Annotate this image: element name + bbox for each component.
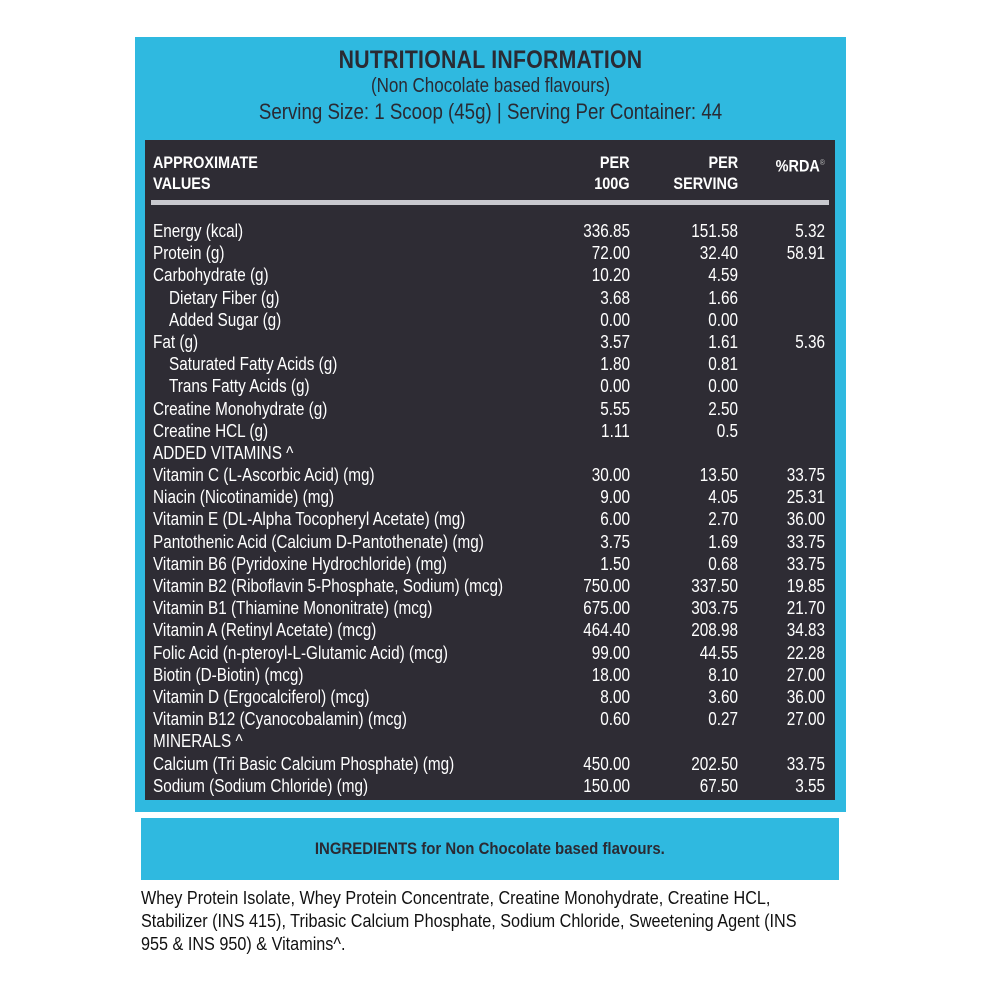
row-per-serving: 2.50: [708, 398, 738, 419]
row-rda: 58.91: [786, 243, 825, 264]
table-row: [145, 486, 835, 508]
row-name: Vitamin D (Ergocalciferol) (mcg): [153, 686, 370, 707]
row-per-100g: 8.00: [600, 686, 630, 707]
table-header: [145, 140, 835, 200]
row-per-100g: 3.68: [600, 287, 630, 308]
row-per-100g: 450.00: [583, 753, 630, 774]
row-name: Calcium (Tri Basic Calcium Phosphate) (mg): [153, 753, 455, 774]
column-header-values: [153, 152, 258, 194]
serving-info: Serving Size: 1 Scoop (45g) | Serving Per Container: 44: [258, 99, 723, 124]
header-divider: [151, 200, 829, 205]
row-per-serving: 32.40: [699, 243, 738, 264]
row-rda: 33.75: [786, 465, 825, 486]
row-per-serving: 151.58: [691, 221, 738, 241]
row-name: Vitamin A (Retinyl Acetate) (mcg): [153, 620, 377, 641]
column-header-per100-line1: PER: [600, 153, 630, 172]
row-per-100g: 150.00: [583, 775, 630, 796]
table-row: [145, 730, 835, 752]
row-per-100g: 0.60: [600, 709, 630, 730]
row-per-100g: 99.00: [591, 642, 630, 663]
row-per-serving: 8.10: [708, 664, 738, 685]
row-rda: 25.31: [786, 487, 825, 508]
table-row: [145, 442, 835, 464]
table-row: [145, 708, 835, 730]
row-name: Energy (kcal): [153, 221, 244, 241]
table-row: [145, 220, 835, 242]
row-per-100g: 5.55: [600, 398, 630, 419]
row-rda: 19.85: [786, 576, 825, 596]
table-row: [145, 398, 835, 420]
row-per-serving: 2.70: [708, 509, 738, 530]
row-per-100g: 6.00: [600, 509, 630, 530]
row-per-100g: 3.75: [600, 531, 630, 552]
column-header-rda: [776, 152, 825, 177]
row-per-serving: 4.05: [708, 487, 738, 508]
row-name: Creatine HCL (g): [153, 420, 269, 441]
row-per-serving: 1.61: [708, 331, 738, 352]
row-per-100g: 18.00: [591, 664, 630, 685]
table-row: [145, 775, 835, 797]
row-per-100g: 336.85: [583, 221, 630, 241]
row-name: Vitamin C (L-Ascorbic Acid) (mg): [153, 465, 375, 486]
column-header-rda-label: %RDA: [775, 156, 820, 176]
row-name: Vitamin E (DL-Alpha Tocopheryl Acetate) (mg): [153, 509, 466, 530]
ingredients-heading: INGREDIENTS for Non Chocolate based flavours.: [315, 839, 665, 858]
row-per-serving: 13.50: [699, 465, 738, 486]
row-rda: 34.83: [786, 620, 825, 641]
row-per-serving: 0.27: [708, 709, 738, 730]
row-per-100g: 464.40: [583, 620, 630, 641]
table-row: [145, 309, 835, 331]
row-per-serving: 3.60: [708, 686, 738, 707]
row-per-100g: 0.00: [600, 309, 630, 330]
row-per-serving: 67.50: [699, 775, 738, 796]
row-per-serving: 0.00: [708, 376, 738, 397]
row-per-100g: 750.00: [583, 576, 630, 596]
table-row: [145, 619, 835, 641]
column-header-values-line1: APPROXIMATE: [153, 153, 258, 172]
column-header-per-100g: [595, 152, 630, 194]
row-per-100g: 30.00: [591, 465, 630, 486]
table-row: [145, 353, 835, 375]
row-name: Fat (g): [153, 331, 199, 352]
column-header-serving-line1: PER: [708, 153, 738, 172]
row-per-100g: 0.00: [600, 376, 630, 397]
row-name: Vitamin B6 (Pyridoxine Hydrochloride) (mg): [153, 553, 447, 574]
row-rda: 21.70: [786, 598, 825, 619]
row-per-100g: 3.57: [600, 331, 630, 352]
row-rda: 33.75: [786, 531, 825, 552]
table-row: [145, 642, 835, 664]
table-row: [145, 464, 835, 486]
table-row: [145, 531, 835, 553]
nutrition-panel: [135, 37, 846, 812]
row-name: MINERALS ^: [153, 731, 243, 752]
row-per-serving: 0.00: [708, 309, 738, 330]
table-row: [145, 420, 835, 442]
row-per-serving: 0.5: [716, 420, 738, 441]
row-per-serving: 4.59: [708, 265, 738, 286]
column-header-per-serving: [673, 152, 738, 194]
row-rda: 22.28: [786, 642, 825, 663]
row-name: Niacin (Nicotinamide) (mg): [153, 487, 335, 508]
row-name: Added Sugar (g): [169, 309, 282, 330]
row-name: Folic Acid (n-pteroyl-L-Glutamic Acid) (mcg): [153, 642, 449, 663]
page-subtitle: (Non Chocolate based flavours): [370, 75, 611, 97]
ingredients-text: Whey Protein Isolate, Whey Protein Concentrate, Creatine Monohydrate, Creatine HCL, Stabilizer (INS 415), Tribasic Calcium Phosphate, Sodium Chloride, Sweetening Agent (INS 955 & INS 950) & Vitamins^.: [141, 888, 797, 954]
row-rda: 3.55: [795, 775, 825, 796]
row-per-100g: 675.00: [583, 598, 630, 619]
row-per-100g: 1.50: [600, 553, 630, 574]
table-row: [145, 664, 835, 686]
column-header-values-line2: VALUES: [153, 174, 211, 193]
row-per-serving: 0.68: [708, 553, 738, 574]
table-row: [145, 242, 835, 264]
row-per-serving: 1.69: [708, 531, 738, 552]
row-per-serving: 202.50: [691, 753, 738, 774]
row-per-100g: 9.00: [600, 487, 630, 508]
row-name: Creatine Monohydrate (g): [153, 398, 328, 419]
row-per-100g: 72.00: [591, 243, 630, 264]
nutrition-table: [145, 140, 835, 800]
row-per-serving: 1.66: [708, 287, 738, 308]
table-body: [145, 220, 835, 797]
table-row: [145, 508, 835, 530]
table-row: [145, 375, 835, 397]
row-rda: 27.00: [786, 709, 825, 730]
column-header-serving-line2: SERVING: [673, 174, 738, 193]
row-rda: 5.36: [795, 331, 825, 352]
row-rda: 36.00: [786, 509, 825, 530]
row-per-100g: 1.80: [600, 354, 630, 375]
row-name: Saturated Fatty Acids (g): [169, 354, 338, 375]
row-name: Biotin (D-Biotin) (mcg): [153, 664, 304, 685]
row-per-serving: 303.75: [691, 598, 738, 619]
row-rda: 33.75: [786, 753, 825, 774]
row-name: Dietary Fiber (g): [169, 287, 280, 308]
row-rda: 33.75: [786, 553, 825, 574]
row-per-100g: 10.20: [591, 265, 630, 286]
row-name: Carbohydrate (g): [153, 265, 269, 286]
row-per-serving: 337.50: [691, 576, 738, 596]
row-name: ADDED VITAMINS ^: [153, 442, 294, 463]
page-title: NUTRITIONAL INFORMATION: [338, 46, 643, 74]
table-row: [145, 287, 835, 309]
row-rda: 5.32: [795, 221, 825, 241]
row-name: Vitamin B2 (Riboflavin 5-Phosphate, Sodium) (mcg): [153, 576, 504, 596]
row-per-serving: 44.55: [699, 642, 738, 663]
table-row: [145, 264, 835, 286]
row-name: Sodium (Sodium Chloride) (mg): [153, 775, 369, 796]
table-row: [145, 331, 835, 353]
table-row: [145, 686, 835, 708]
row-per-serving: 208.98: [691, 620, 738, 641]
row-rda: 36.00: [786, 686, 825, 707]
registered-mark: ®: [819, 158, 825, 167]
table-row: [145, 753, 835, 775]
row-name: Pantothenic Acid (Calcium D-Pantothenate) (mg): [153, 531, 484, 552]
column-header-per100-line2: 100G: [594, 174, 630, 193]
table-row: [145, 553, 835, 575]
table-row: [145, 597, 835, 619]
panel-header: [135, 37, 846, 137]
row-name: Vitamin B12 (Cyanocobalamin) (mcg): [153, 709, 407, 730]
row-per-100g: 1.11: [601, 420, 630, 441]
row-name: Trans Fatty Acids (g): [169, 376, 310, 397]
table-row: [145, 575, 835, 597]
row-rda: 27.00: [786, 664, 825, 685]
row-name: Vitamin B1 (Thiamine Mononitrate) (mcg): [153, 598, 433, 619]
ingredients-heading-bar: [141, 818, 839, 880]
row-per-serving: 0.81: [708, 354, 738, 375]
row-name: Protein (g): [153, 243, 225, 264]
